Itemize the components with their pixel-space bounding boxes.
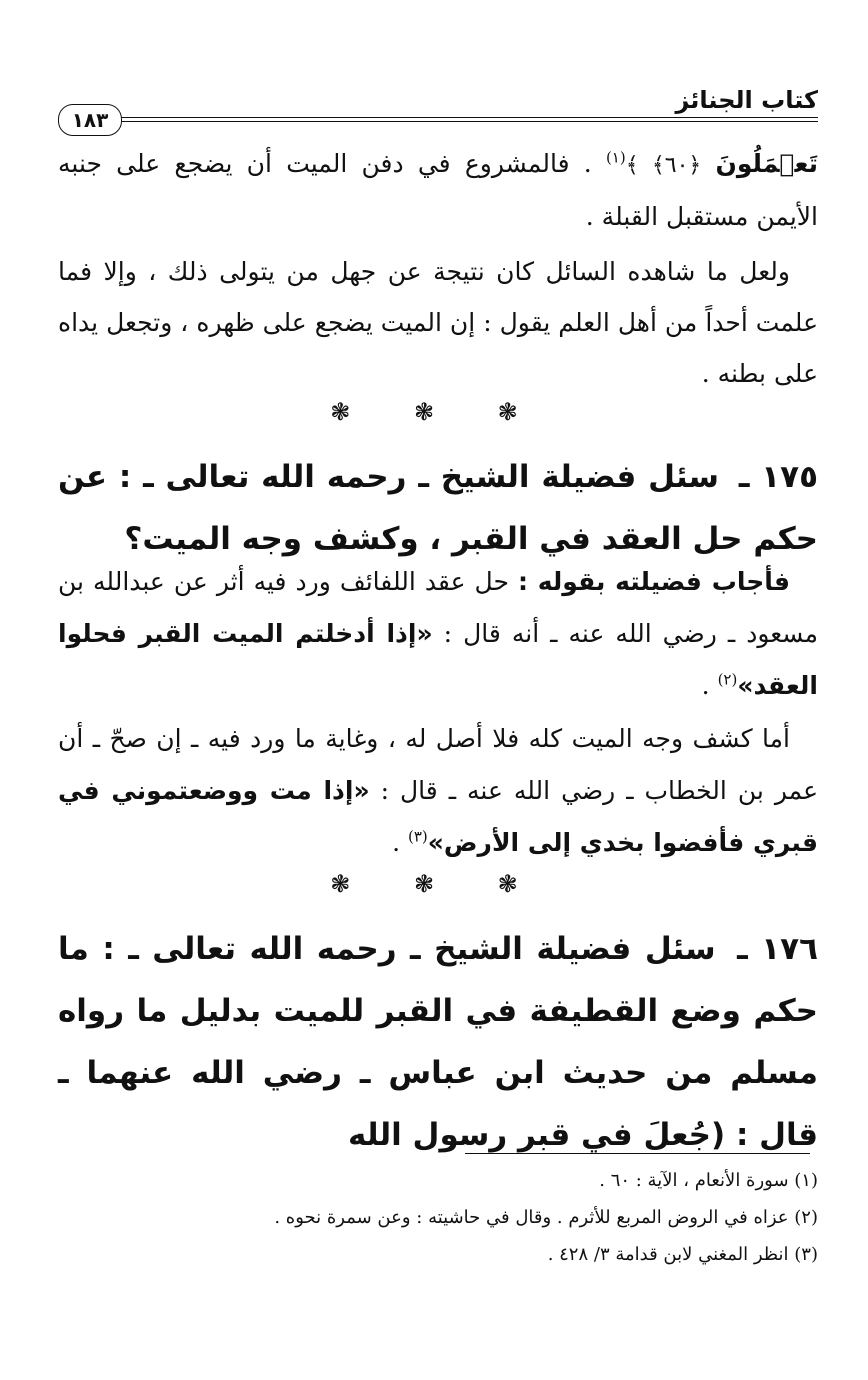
footnote-rule <box>465 1153 810 1154</box>
ayah-marker: ﴿٦٠﴾ ﴾ <box>625 153 702 178</box>
question-175 <box>58 446 818 570</box>
section-separator: ❃ ❃ ❃ <box>330 398 546 426</box>
header-rule <box>118 117 818 118</box>
footnote-3: (٣) انظر المغني لابن قدامة ٣/ ٤٢٨ . <box>547 1244 818 1265</box>
question-176 <box>58 918 818 1166</box>
paragraph-text: . فالمشروع في دفن الميت أن يضجع على جنبه الأيمن مستقبل القبلة . <box>58 149 818 231</box>
footnote-ref-1[interactable]: (١) <box>605 148 626 167</box>
question-text: سئل فضيلة الشيخ ـ رحمه الله تعالى ـ : عن حكم حل العقد في القبر ، وكشف وجه الميت؟ <box>58 459 818 557</box>
page-header <box>58 78 818 132</box>
section-separator: ❃ ❃ ❃ <box>330 870 546 898</box>
footnote-1: (١) سورة الأنعام ، الآية : ٦٠ . <box>599 1170 818 1191</box>
page-number: ١٨٣ <box>58 104 122 136</box>
hadith-quote: «إذا مت ووضعتموني في قبري فأفضوا بخدي إلى الأرض» <box>58 776 818 857</box>
answer-175 <box>58 556 818 712</box>
question-number: ١٧٦ ـ <box>737 931 819 967</box>
answer-text-end: . <box>701 671 718 700</box>
footnote-2: (٢) عزاه في الروض المربع للأثرم . وقال في حاشيته : وعن سمرة نحوه . <box>274 1207 818 1228</box>
header-rule-thin <box>118 121 818 122</box>
footnotes <box>58 1162 818 1273</box>
chapter-title: كتاب الجنائز <box>675 86 818 114</box>
hadith-quote: «إذا أدخلتم الميت القبر فحلوا العقد» <box>58 619 818 700</box>
question-number: ١٧٥ ـ <box>738 459 819 495</box>
paragraph-ignorance: ولعل ما شاهده السائل كان نتيجة عن جهل من يتولى ذلك ، وإلا فما علمت أحداً من أهل العلم يقول : إن الميت يضجع على ظهره ، وتجعل يداه على بطنه . <box>58 257 818 388</box>
answer-label: فأجاب فضيلته بقوله : <box>517 567 791 596</box>
paragraph-burial-position <box>58 138 818 242</box>
answer-text: أما كشف وجه الميت كله فلا أصل له ، وغاية ما ورد فيه ـ إن صحّ ـ أن عمر بن الخطاب ـ رضي الله عنه ـ قال : <box>58 724 818 805</box>
footnote-ref-2[interactable]: (٢) <box>717 670 738 689</box>
quran-word: تَعۡمَلُونَ <box>715 149 818 178</box>
answer-175-face <box>58 713 818 869</box>
question-text: سئل فضيلة الشيخ ـ رحمه الله تعالى ـ : ما حكم وضع القطيفة في القبر للميت بدليل ما رواه مسلم من حديث ابن عباس ـ رضي الله عنهما ـ قال : (جُعلَ في قبر رسول الله <box>58 931 818 1153</box>
footnote-ref-3[interactable]: (٣) <box>407 827 428 846</box>
answer-text-end: . <box>392 828 408 857</box>
answer-text: حل عقد اللفائف ورد فيه أثر عن عبدالله بن مسعود ـ رضي الله عنه ـ أنه قال : <box>58 567 818 648</box>
